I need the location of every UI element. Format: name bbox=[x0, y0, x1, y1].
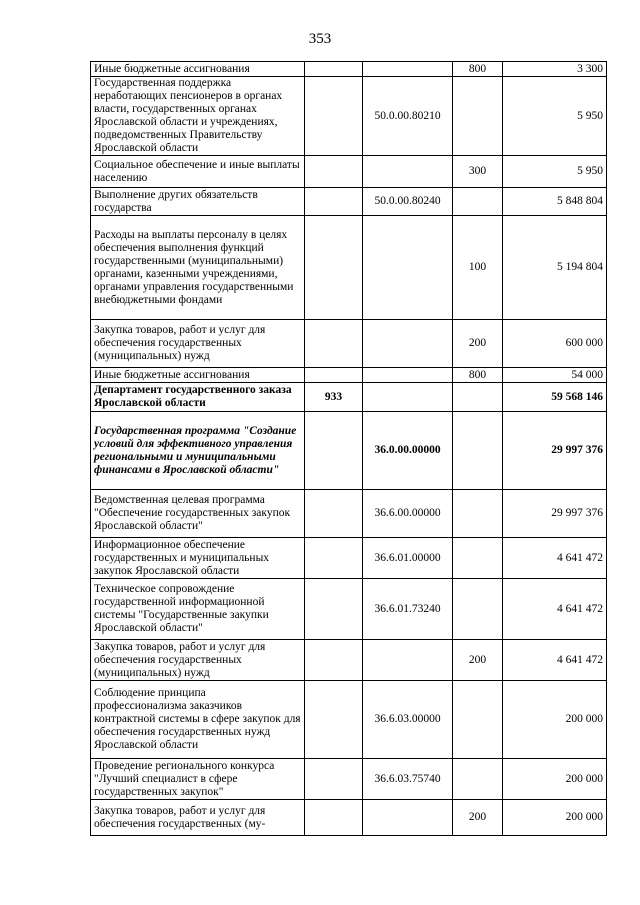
row-dept-code bbox=[305, 412, 363, 490]
row-expense-type bbox=[453, 759, 503, 800]
row-name: Закупка товаров, работ и услуг для обеспечения государственных (му- bbox=[91, 800, 305, 836]
row-amount: 29 997 376 bbox=[503, 412, 607, 490]
row-dept-code: 933 bbox=[305, 383, 363, 412]
row-amount: 5 950 bbox=[503, 77, 607, 156]
row-dept-code bbox=[305, 759, 363, 800]
row-target-code: 36.6.01.00000 bbox=[363, 538, 453, 579]
row-expense-type bbox=[453, 681, 503, 759]
table-row bbox=[91, 579, 607, 640]
row-dept-code bbox=[305, 640, 363, 681]
row-name: Техническое сопровождение государственной информационной системы "Государственные закупки Ярославской области" bbox=[91, 579, 305, 640]
row-name: Расходы на выплаты персоналу в целях обеспечения выполнения функций государственными (муниципальными) органами, казенными учреждениями, органами управления государственными внебюджетными фондами bbox=[91, 216, 305, 320]
row-amount: 200 000 bbox=[503, 800, 607, 836]
row-amount: 29 997 376 bbox=[503, 490, 607, 538]
row-amount: 5 848 804 bbox=[503, 188, 607, 216]
row-name: Государственная программа "Создание условий для эффективного управления региональными и муниципальными финансами в Ярославской области" bbox=[91, 412, 305, 490]
row-amount: 4 641 472 bbox=[503, 579, 607, 640]
table-row bbox=[91, 412, 607, 490]
row-name: Выполнение других обязательств государства bbox=[91, 188, 305, 216]
row-expense-type bbox=[453, 412, 503, 490]
row-target-code: 36.6.01.73240 bbox=[363, 579, 453, 640]
row-target-code: 36.6.00.00000 bbox=[363, 490, 453, 538]
row-name: Иные бюджетные ассигнования bbox=[91, 368, 305, 383]
row-dept-code bbox=[305, 800, 363, 836]
row-target-code bbox=[363, 383, 453, 412]
row-target-code bbox=[363, 368, 453, 383]
row-dept-code bbox=[305, 490, 363, 538]
table-row bbox=[91, 77, 607, 156]
table-row bbox=[91, 156, 607, 188]
table-row bbox=[91, 538, 607, 579]
table-row bbox=[91, 681, 607, 759]
row-amount: 600 000 bbox=[503, 320, 607, 368]
table-row bbox=[91, 320, 607, 368]
table-row bbox=[91, 800, 607, 836]
row-expense-type bbox=[453, 538, 503, 579]
budget-table-body bbox=[91, 62, 607, 836]
row-name: Соблюдение принципа профессионализма заказчиков контрактной системы в сфере закупок для обеспечения государственных нужд Ярославской области bbox=[91, 681, 305, 759]
row-dept-code bbox=[305, 320, 363, 368]
table-row bbox=[91, 383, 607, 412]
table-row bbox=[91, 490, 607, 538]
row-amount: 59 568 146 bbox=[503, 383, 607, 412]
table-row bbox=[91, 368, 607, 383]
row-target-code: 50.0.00.80210 bbox=[363, 77, 453, 156]
row-amount: 54 000 bbox=[503, 368, 607, 383]
row-dept-code bbox=[305, 216, 363, 320]
row-dept-code bbox=[305, 77, 363, 156]
row-amount: 3 300 bbox=[503, 62, 607, 77]
row-target-code: 36.6.03.75740 bbox=[363, 759, 453, 800]
row-expense-type: 300 bbox=[453, 156, 503, 188]
row-expense-type: 200 bbox=[453, 640, 503, 681]
row-target-code bbox=[363, 800, 453, 836]
table-row bbox=[91, 62, 607, 77]
table-row bbox=[91, 759, 607, 800]
row-expense-type bbox=[453, 383, 503, 412]
row-target-code bbox=[363, 62, 453, 77]
row-expense-type bbox=[453, 579, 503, 640]
row-name: Государственная поддержка неработающих пенсионеров в органах власти, государственных органах Ярославской области и учреждениях, подведомственных Правительству Ярославской области bbox=[91, 77, 305, 156]
row-dept-code bbox=[305, 538, 363, 579]
row-dept-code bbox=[305, 62, 363, 77]
row-name: Иные бюджетные ассигнования bbox=[91, 62, 305, 77]
row-target-code: 36.0.00.00000 bbox=[363, 412, 453, 490]
row-name: Социальное обеспечение и иные выплаты населению bbox=[91, 156, 305, 188]
row-target-code: 50.0.00.80240 bbox=[363, 188, 453, 216]
row-expense-type bbox=[453, 188, 503, 216]
row-name: Закупка товаров, работ и услуг для обеспечения государственных (муниципальных) нужд bbox=[91, 640, 305, 681]
row-expense-type bbox=[453, 77, 503, 156]
row-amount: 4 641 472 bbox=[503, 640, 607, 681]
row-target-code bbox=[363, 320, 453, 368]
row-dept-code bbox=[305, 368, 363, 383]
row-name: Департамент государственного заказа Ярославской области bbox=[91, 383, 305, 412]
row-target-code bbox=[363, 640, 453, 681]
row-expense-type: 100 bbox=[453, 216, 503, 320]
row-name: Информационное обеспечение государственных и муниципальных закупок Ярославской области bbox=[91, 538, 305, 579]
table-row bbox=[91, 216, 607, 320]
page-number: 353 bbox=[308, 31, 332, 47]
row-target-code bbox=[363, 216, 453, 320]
budget-table bbox=[90, 61, 607, 836]
row-expense-type: 800 bbox=[453, 368, 503, 383]
table-row bbox=[91, 188, 607, 216]
row-amount: 200 000 bbox=[503, 681, 607, 759]
row-dept-code bbox=[305, 188, 363, 216]
row-target-code bbox=[363, 156, 453, 188]
row-dept-code bbox=[305, 579, 363, 640]
row-amount: 5 950 bbox=[503, 156, 607, 188]
row-amount: 4 641 472 bbox=[503, 538, 607, 579]
row-expense-type bbox=[453, 490, 503, 538]
table-row bbox=[91, 640, 607, 681]
row-name: Ведомственная целевая программа "Обеспечение государственных закупок Ярославской области" bbox=[91, 490, 305, 538]
row-expense-type: 800 bbox=[453, 62, 503, 77]
row-expense-type: 200 bbox=[453, 320, 503, 368]
row-name: Проведение регионального конкурса "Лучший специалист в сфере государственных закупок" bbox=[91, 759, 305, 800]
row-expense-type: 200 bbox=[453, 800, 503, 836]
row-name: Закупка товаров, работ и услуг для обеспечения государственных (муниципальных) нужд bbox=[91, 320, 305, 368]
row-amount: 5 194 804 bbox=[503, 216, 607, 320]
row-dept-code bbox=[305, 156, 363, 188]
row-dept-code bbox=[305, 681, 363, 759]
row-target-code: 36.6.03.00000 bbox=[363, 681, 453, 759]
row-amount: 200 000 bbox=[503, 759, 607, 800]
